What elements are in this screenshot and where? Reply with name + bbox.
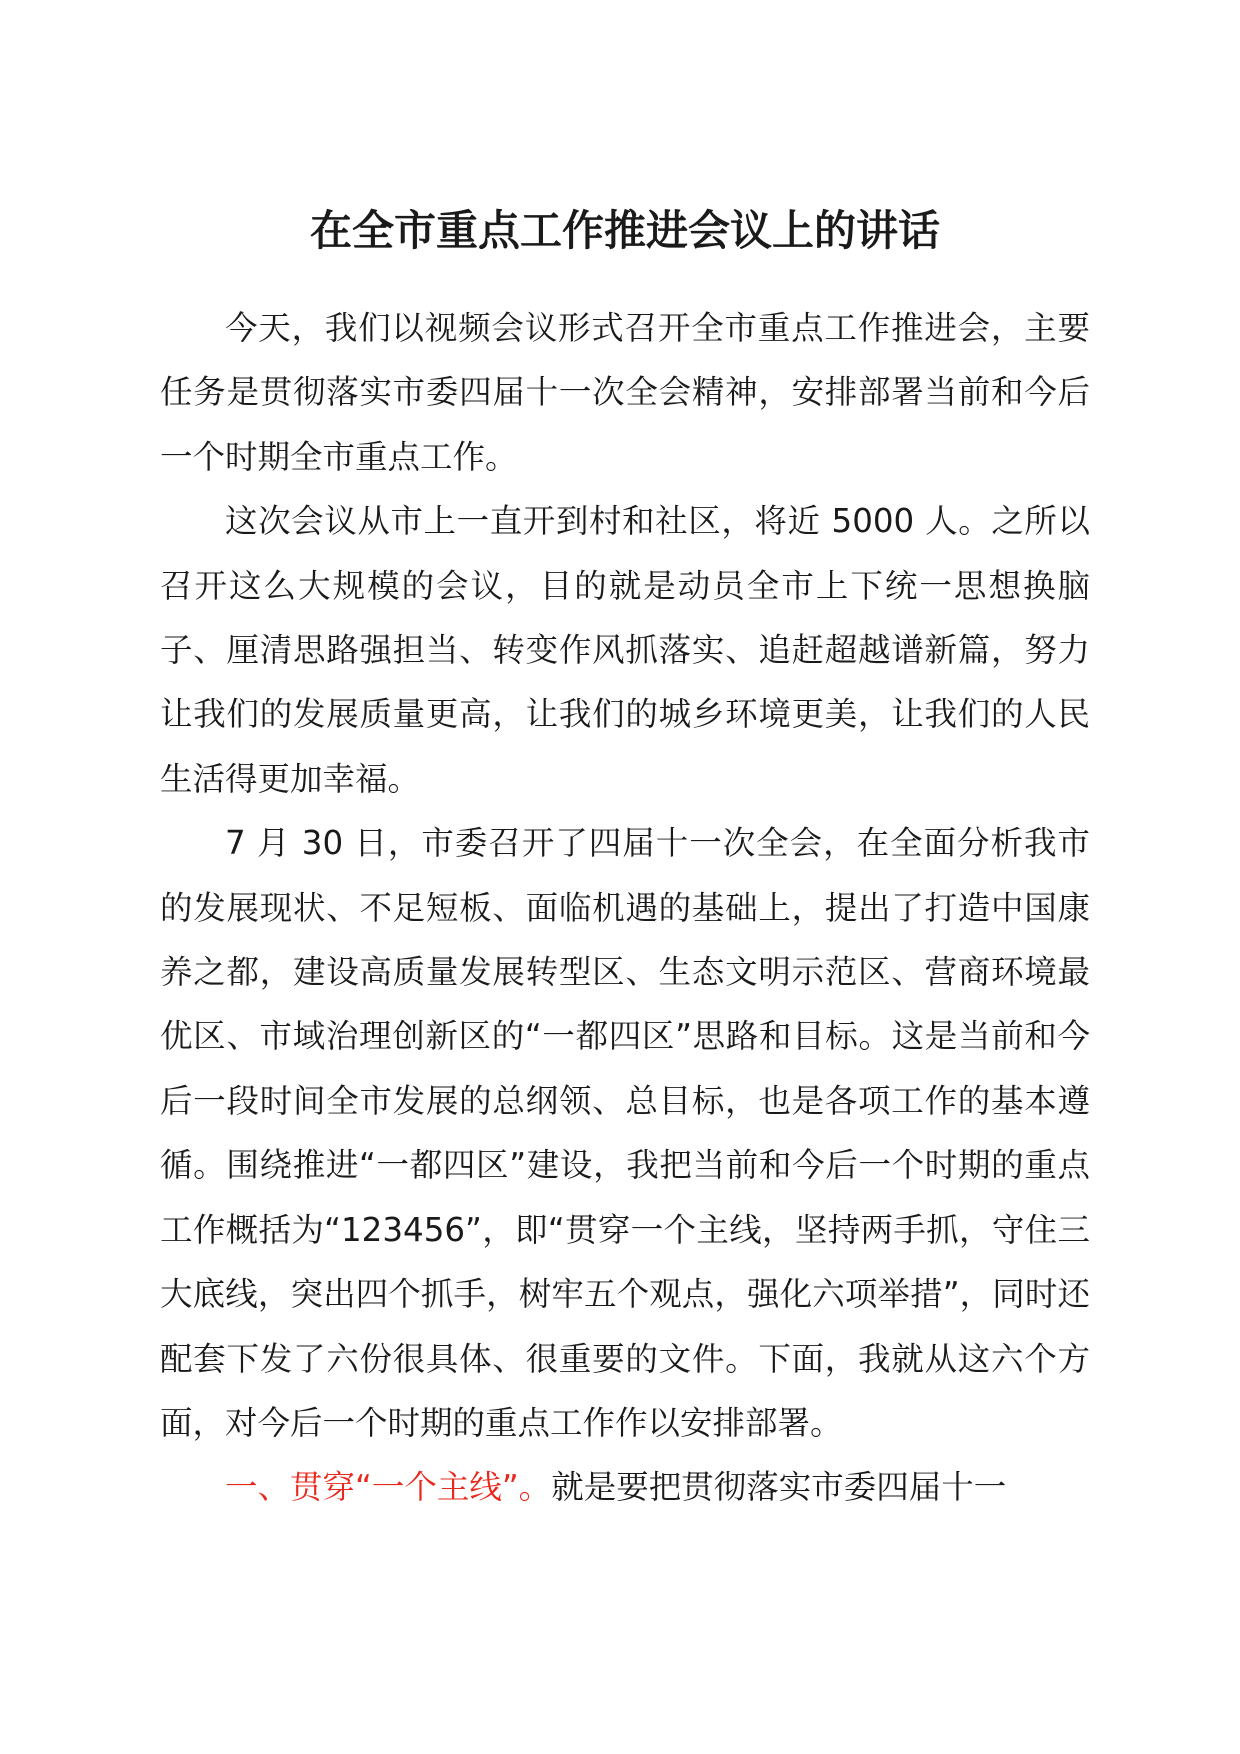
document-body bbox=[160, 296, 1090, 1520]
document-title: 在全市重点工作推进会议上的讲话 bbox=[309, 206, 940, 255]
paragraph-intro: 今天，我们以视频会议形式召开全市重点工作推进会，主要任务是贯彻落实市委四届十一次全会精神，安排部署当前和今后一个时期全市重点工作。 bbox=[160, 309, 1090, 476]
paragraph-section-one bbox=[160, 1455, 1090, 1519]
paragraph-plenary-summary: 7 月 30 日，市委召开了四届十一次全会，在全面分析我市的发展现状、不足短板、面临机遇的基础上，提出了打造中国康养之都，建设高质量发展转型区、生态文明示范区、营商环境最优区、市域治理创新区的“一都四区”思路和目标。这是当前和今后一段时间全市发展的总纲领、总目标，也是各项工作的基本遵循。围绕推进“一都四区”建设，我把当前和今后一个时期的重点工作概括为“123456”，即“贯穿一个主线，坚持两手抓，守住三大底线，突出四个抓手，树牢五个观点，强化六项举措”，同时还配套下发了六份很具体、很重要的文件。下面，我就从这六个方面，对今后一个时期的重点工作作以安排部署。 bbox=[160, 824, 1090, 1442]
paragraph-meeting-scale: 这次会议从市上一直开到村和社区，将近 5000 人。之所以召开这么大规模的会议，目的就是动员全市上下统一思想换脑子、厘清思路强担当、转变作风抓落实、追赶超越谱新篇，努力让我们的发展质量更高，让我们的城乡环境更美，让我们的人民生活得更加幸福。 bbox=[160, 502, 1090, 798]
document-page bbox=[160, 0, 1090, 1754]
section-one-text: 就是要把贯彻落实市委四届十一 bbox=[551, 1468, 1007, 1507]
section-one-heading: 一、贯穿“一个主线”。 bbox=[225, 1468, 552, 1507]
